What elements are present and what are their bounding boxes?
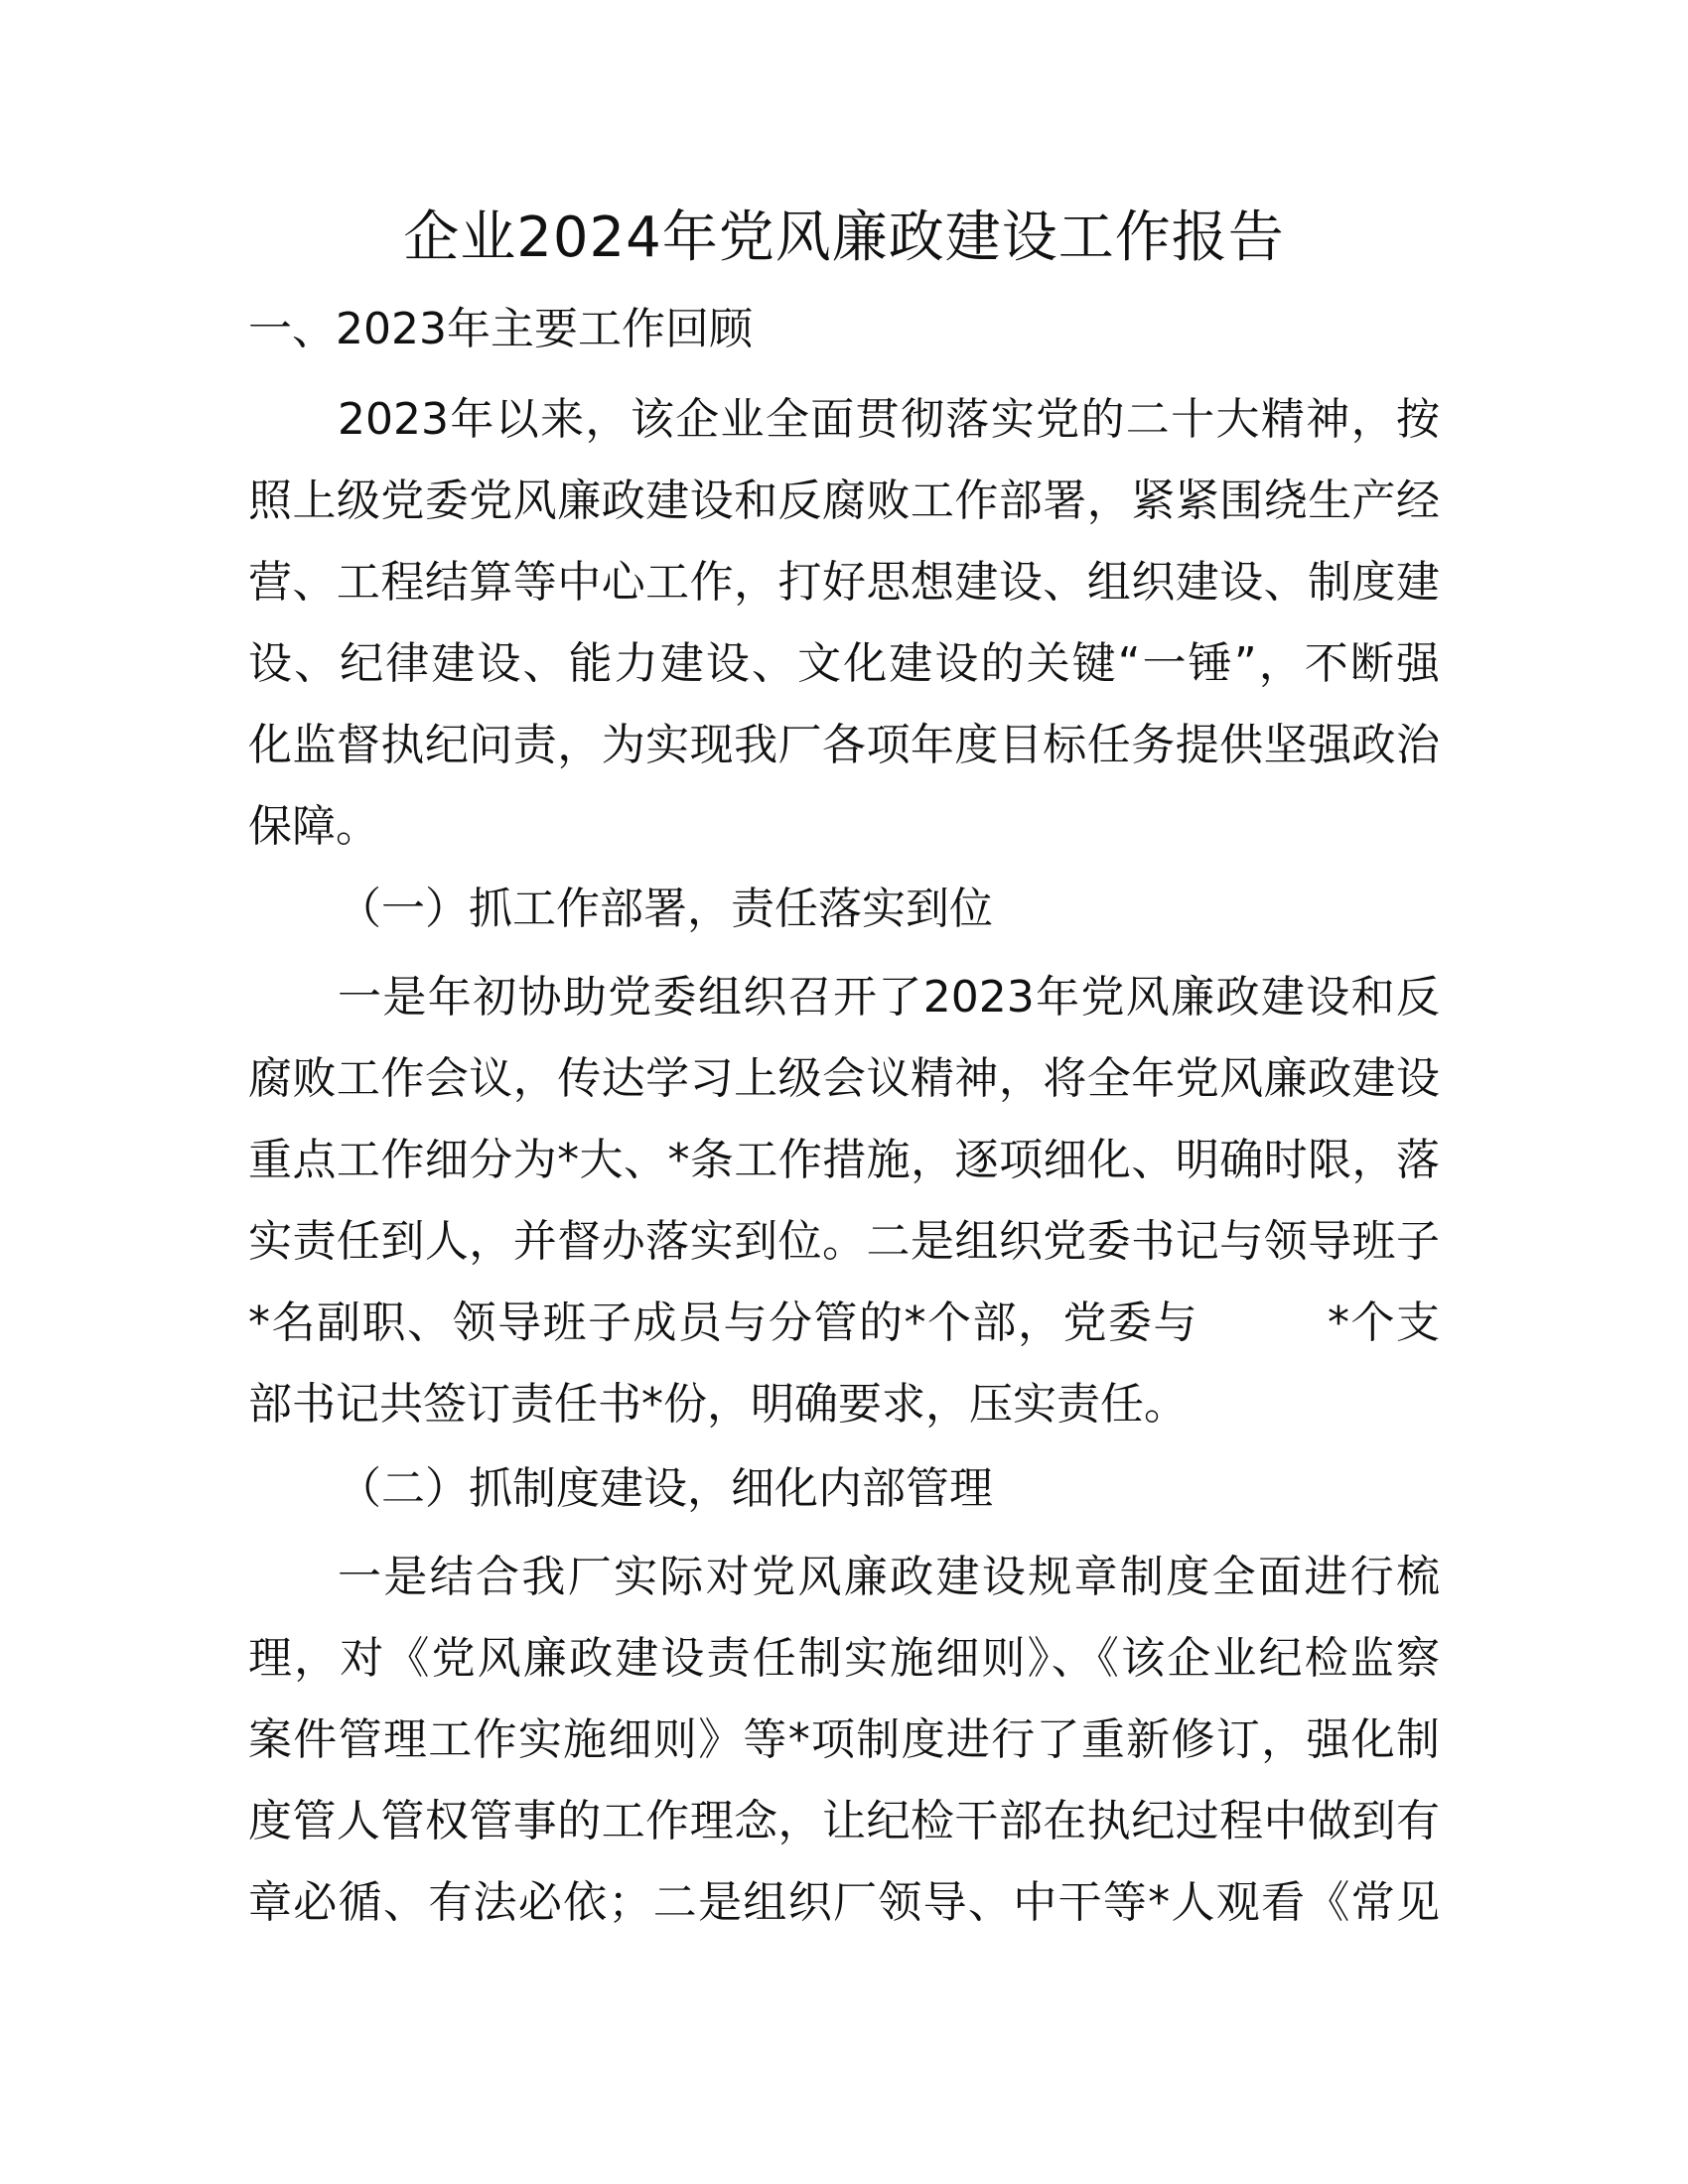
- paragraph-line: 营、工程结算等中心工作，打好思想建设、组织建设、制度建: [248, 557, 1440, 608]
- paragraph-line: 设、纪律建设、能力建设、文化建设的关键“一锤”，不断强: [248, 638, 1440, 689]
- paragraph-line: 章必循、有法必依；二是组织厂领导、中干等*人观看《常见: [248, 1877, 1440, 1928]
- paragraph-line: 案件管理工作实施细则》等*项制度进行了重新修订，强化制: [248, 1714, 1440, 1765]
- section-heading-review: 一、2023年主要工作回顾: [248, 304, 753, 354]
- paragraph-line: 重点工作细分为*大、*条工作措施，逐项细化、明确时限，落: [248, 1135, 1440, 1185]
- paragraph-line: 一是年初协助党委组织召开了2023年党风廉政建设和反: [338, 972, 1440, 1023]
- paragraph-line: 理，对《党风廉政建设责任制实施细则》、《该企业纪检监察: [248, 1633, 1440, 1684]
- paragraph-line-part: *名副职、领导班子成员与分管的*个部，党委与: [248, 1297, 1198, 1348]
- subsection-heading-system: （二）抓制度建设，细化内部管理: [338, 1463, 993, 1514]
- paragraph-line-part: *个支: [1328, 1297, 1440, 1348]
- paragraph-line: 保障。: [248, 801, 379, 852]
- document-title: 企业2024年党风廉政建设工作报告: [403, 205, 1285, 270]
- paragraph-line: [248, 1283, 1440, 1364]
- paragraph-line: 腐败工作会议，传达学习上级会议精神，将全年党风廉政建设: [248, 1053, 1440, 1104]
- paragraph-line: 2023年以来，该企业全面贯彻落实党的二十大精神，按: [338, 394, 1440, 445]
- paragraph-system: [248, 1537, 1440, 1944]
- paragraph-line: 照上级党委党风廉政建设和反腐败工作部署，紧紧围绕生产经: [248, 476, 1440, 526]
- paragraph-line: 实责任到人，并督办落实到位。二是组织党委书记与领导班子: [248, 1216, 1440, 1267]
- paragraph-intro: [248, 379, 1440, 868]
- paragraph-line: 化监督执纪问责，为实现我厂各项年度目标任务提供坚强政治: [248, 720, 1440, 770]
- subsection-heading-deployment: （一）抓工作部署，责任落实到位: [338, 884, 993, 934]
- paragraph-deployment: [248, 957, 1440, 1445]
- paragraph-line: 部书记共签订责任书*份，明确要求，压实责任。: [248, 1379, 1188, 1430]
- paragraph-line: 度管人管权管事的工作理念，让纪检干部在执纪过程中做到有: [248, 1796, 1440, 1846]
- paragraph-line: 一是结合我厂实际对党风廉政建设规章制度全面进行梳: [338, 1552, 1440, 1602]
